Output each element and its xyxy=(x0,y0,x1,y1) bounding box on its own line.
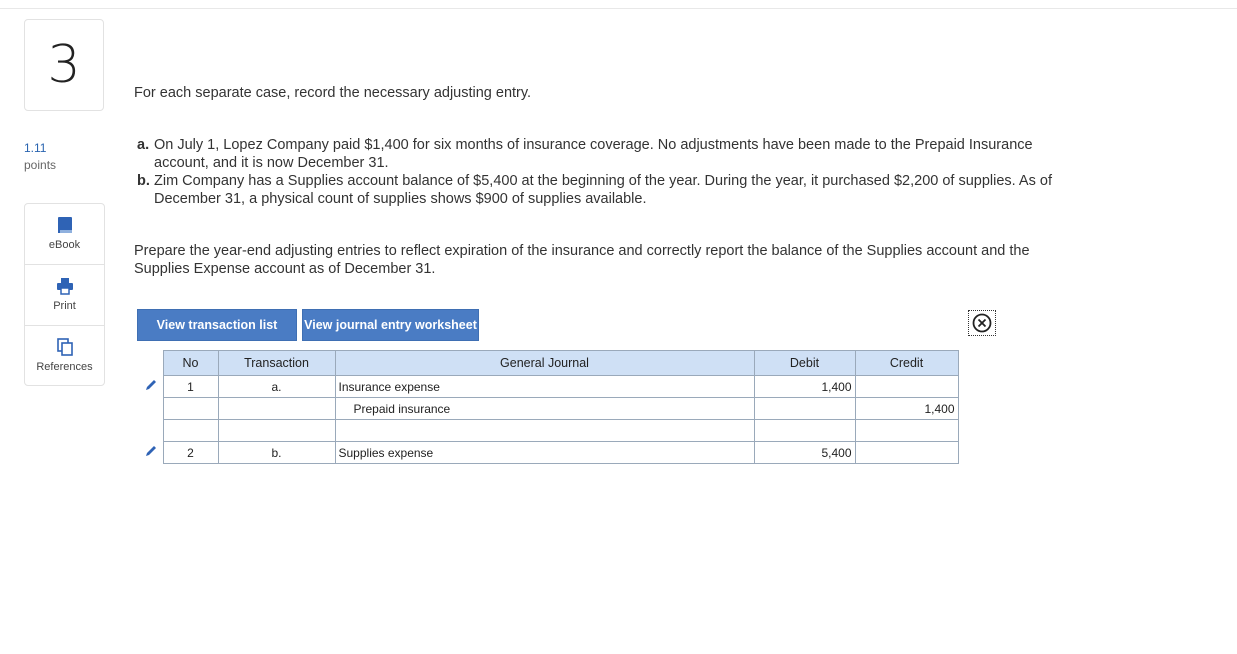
tools-panel xyxy=(24,203,105,386)
case-letter: b. xyxy=(137,173,150,189)
cell-credit: 1,400 xyxy=(855,398,958,420)
table-row xyxy=(139,398,958,420)
transaction-header: Transaction xyxy=(218,351,335,376)
debit-header: Debit xyxy=(754,351,855,376)
edit-column-header xyxy=(139,351,163,376)
cell-no xyxy=(163,420,218,442)
case-item xyxy=(137,136,1057,172)
print-tool[interactable] xyxy=(25,265,104,326)
case-item xyxy=(137,172,1057,208)
cell-transaction xyxy=(218,398,335,420)
points-value: 1.11 xyxy=(24,141,47,155)
cell-transaction: b. xyxy=(218,442,335,464)
cell-debit: 5,400 xyxy=(754,442,855,464)
print-label: Print xyxy=(53,300,76,312)
ebook-tool[interactable] xyxy=(25,204,104,265)
close-button[interactable] xyxy=(968,310,996,336)
view-transaction-list-button[interactable]: View transaction list xyxy=(137,309,297,341)
printer-icon xyxy=(57,277,73,295)
close-icon xyxy=(972,313,992,333)
cell-no: 2 xyxy=(163,442,218,464)
prepare-text: Prepare the year-end adjusting entries to reflect expiration of the insurance and correctly report the balance of the Supplies account and the Supplies Expense account as of December 31. xyxy=(134,243,1030,277)
credit-header: Credit xyxy=(855,351,958,376)
cell-credit xyxy=(855,442,958,464)
intro-text: For each separate case, record the necessary adjusting entry. xyxy=(134,85,532,101)
cell-transaction xyxy=(218,420,335,442)
cell-no xyxy=(163,398,218,420)
cell-transaction: a. xyxy=(218,376,335,398)
cell-debit xyxy=(754,398,855,420)
book-icon xyxy=(57,216,73,234)
pencil-icon xyxy=(144,444,158,458)
points-label: points xyxy=(24,158,57,172)
copy-icon xyxy=(57,338,73,356)
cell-account: Supplies expense xyxy=(335,442,754,464)
case-list xyxy=(137,136,1057,208)
case-text: On July 1, Lopez Company paid $1,400 for six months of insurance coverage. No adjustments have been made to the Prepaid Insurance account, and it is now December 31. xyxy=(154,137,1033,171)
references-tool[interactable] xyxy=(25,326,104,387)
case-text: Zim Company has a Supplies account balance of $5,400 at the beginning of the year. During the year, it purchased $2,200 of supplies. As of December 31, a physical count of supplies shows $900 of supplies available. xyxy=(154,173,1052,207)
pencil-icon xyxy=(144,378,158,392)
cell-account: Prepaid insurance xyxy=(335,398,754,420)
cell-no: 1 xyxy=(163,376,218,398)
journal-table xyxy=(139,350,959,464)
table-row xyxy=(139,442,958,464)
case-letter: a. xyxy=(137,137,150,153)
cell-debit xyxy=(754,420,855,442)
journal-header-row xyxy=(139,351,958,376)
cell-account: Insurance expense xyxy=(335,376,754,398)
no-header: No xyxy=(163,351,218,376)
cell-credit xyxy=(855,420,958,442)
question-number: 3 xyxy=(24,19,104,111)
cell-debit: 1,400 xyxy=(754,376,855,398)
ebook-label: eBook xyxy=(48,239,81,251)
edit-entry-button[interactable] xyxy=(139,442,163,464)
references-label: References xyxy=(36,361,93,373)
top-divider xyxy=(0,8,1237,9)
view-journal-entry-worksheet-button[interactable]: View journal entry worksheet xyxy=(302,309,479,341)
table-row xyxy=(139,376,958,398)
general-journal-header: General Journal xyxy=(335,351,754,376)
edit-entry-button[interactable] xyxy=(139,376,163,398)
table-row xyxy=(139,420,958,442)
cell-account xyxy=(335,420,754,442)
edit-cell-empty xyxy=(139,398,163,420)
edit-cell-empty xyxy=(139,420,163,442)
cell-credit xyxy=(855,376,958,398)
